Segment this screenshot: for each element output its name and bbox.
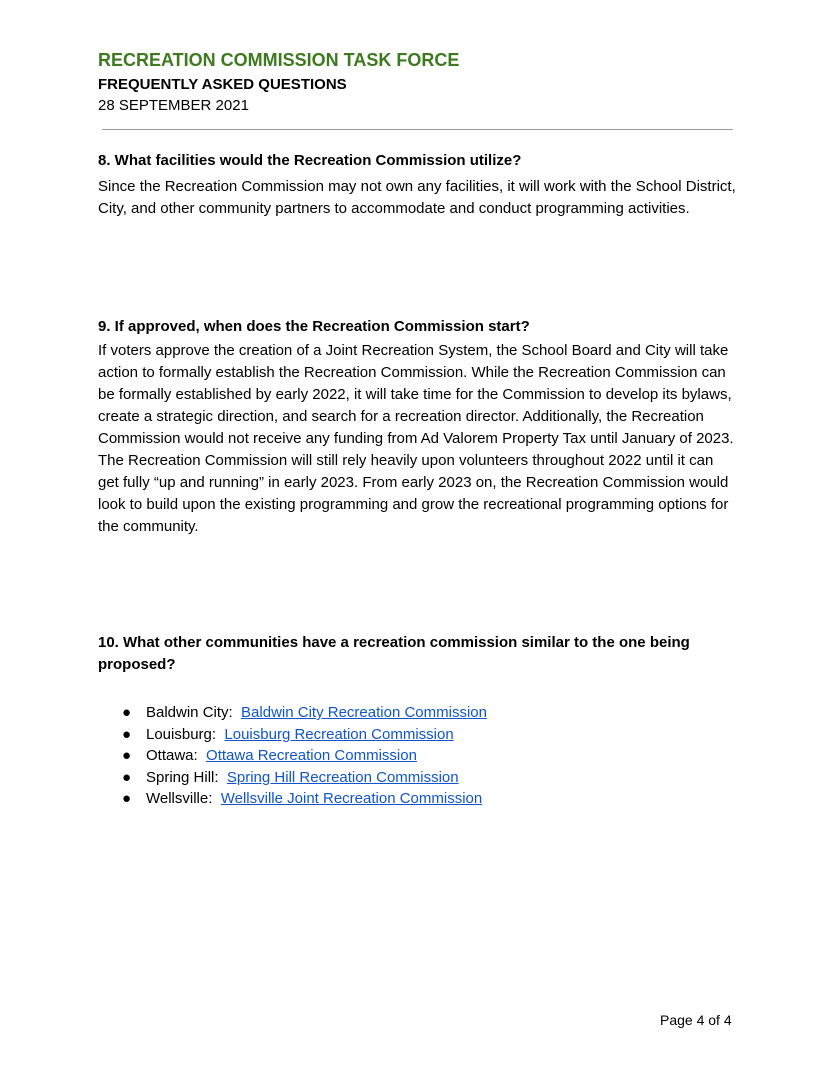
page-number: Page 4 of 4 [660, 1012, 732, 1028]
list-item [122, 745, 487, 767]
org-title: RECREATION COMMISSION TASK FORCE [98, 50, 460, 70]
faq-answer-8: Since the Recreation Commission may not own any facilities, it will work with the School District, City, and other community partners to accommodate and conduct programming activities. [98, 178, 736, 217]
community-name: Louisburg: [146, 725, 217, 743]
faq-question-10: 10. What other communities have a recreation commission similar to the one being proposed? [98, 634, 690, 673]
community-link[interactable]: Spring Hill Recreation Commission [226, 768, 459, 786]
community-link[interactable]: Ottawa Recreation Commission [206, 747, 417, 765]
header-divider [102, 129, 733, 130]
bullet-icon: ● [122, 790, 132, 808]
community-name: Spring Hill: [146, 768, 219, 786]
community-name: Wellsville: [146, 790, 213, 808]
community-name: Baldwin City: [146, 704, 233, 721]
faq-question-9: 9. If approved, when does the Recreation Commission start? [98, 318, 530, 335]
bullet-icon: ● [122, 747, 132, 765]
list-item [122, 724, 487, 746]
bullet-icon: ● [122, 768, 132, 786]
document-date: 28 SEPTEMBER 2021 [98, 97, 249, 114]
list-item [122, 788, 487, 810]
community-link[interactable]: Louisburg Recreation Commission [224, 725, 454, 743]
faq-answer-9: If voters approve the creation of a Joint Recreation System, the School Board and City will take action to formally establish the Recreation Commission. While the Recreation Commission can be formally established by early 2022, it will take time for the Commission to develop its bylaws, create a strategic direction, and search for a recreation director. Additionally, the Recreation Commission would not receive any funding from Ad Valorem Property Tax until January of 2023. The Recreation Commission will still rely heavily upon volunteers throughout 2022 until it can get fully “up and running” in early 2023. From early 2023 on, the Recreation Commission would look to build upon the existing programming and grow the recreational programming options for the community. [98, 342, 734, 535]
community-name: Ottawa: [146, 747, 198, 765]
faq-question-8: 8. What facilities would the Recreation Commission utilize? [98, 152, 522, 169]
bullet-icon: ● [122, 725, 132, 743]
document-title: FREQUENTLY ASKED QUESTIONS [98, 76, 347, 93]
list-item [122, 702, 487, 724]
list-item [122, 767, 487, 789]
community-link[interactable]: Wellsville Joint Recreation Commission [220, 790, 483, 808]
bullet-icon: ● [122, 704, 132, 721]
community-list [122, 702, 487, 810]
community-link[interactable]: Baldwin City Recreation Commission [241, 704, 487, 721]
